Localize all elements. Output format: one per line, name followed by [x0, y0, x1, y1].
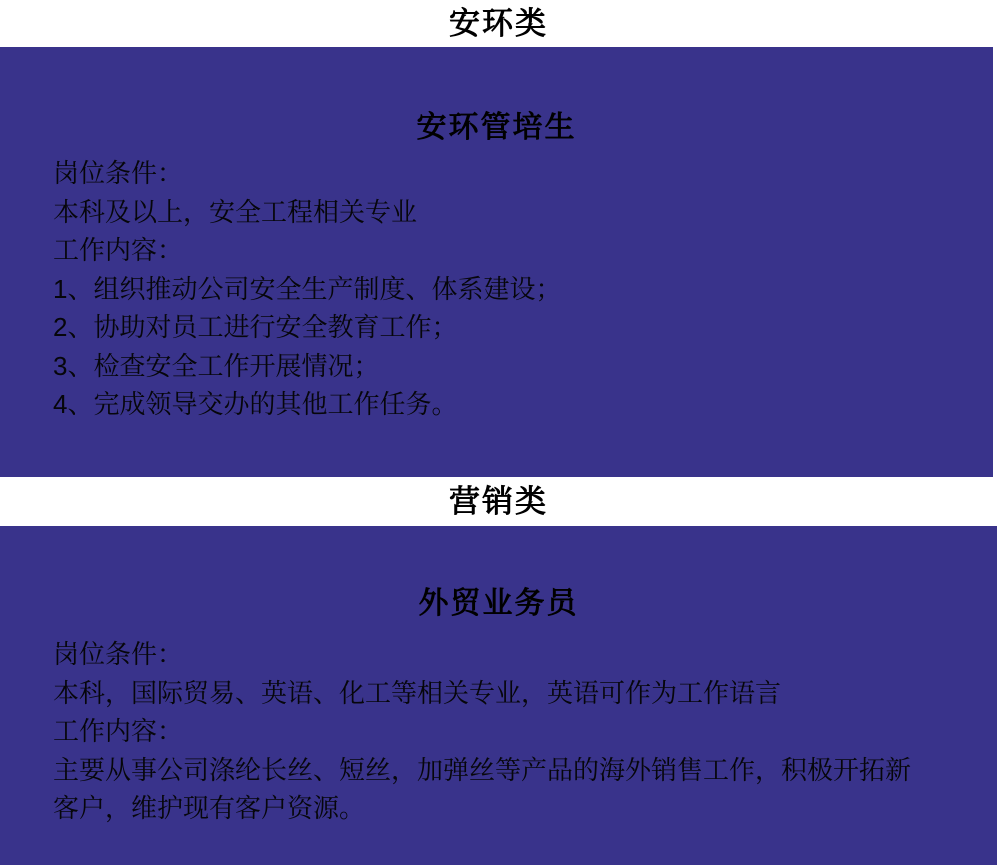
job-requirements-label: 岗位条件： [53, 639, 184, 669]
job-duties-text: 主要从事公司涤纶长丝、短丝，加弹丝等产品的海外销售工作，积极开拓新客户，维护现有客户资源。 [53, 754, 912, 823]
category-header-marketing [0, 477, 997, 526]
job-duty-item-4: 4、完成领导交办的其他工作任务。 [53, 389, 458, 419]
job-duty-item-3: 3、检查安全工作开展情况； [53, 350, 380, 381]
job-title-foreign-trade-sales: 外贸业务员 [418, 587, 579, 620]
job-duty-item-1: 1、组织推动公司安全生产制度、体系建设； [53, 273, 562, 304]
category-title-marketing: 营销类 [449, 484, 548, 519]
job-duties-label: 工作内容： [53, 716, 184, 746]
category-title-safety: 安环类 [449, 6, 548, 41]
job-requirements-text: 本科及以上，安全工程相关专业 [53, 196, 418, 227]
job-requirements-text: 本科，国际贸易、英语、化工等相关专业，英语可作为工作语言 [53, 677, 782, 708]
job-panel-marketing [0, 526, 997, 865]
job-duties-label: 工作内容： [53, 235, 184, 265]
job-requirements-label: 岗位条件： [53, 158, 184, 188]
job-duty-item-2: 2、协助对员工进行安全教育工作； [53, 312, 458, 342]
job-title-safety-trainee: 安环管培生 [416, 111, 577, 144]
job-description-safety [53, 154, 923, 424]
category-header-safety [0, 0, 997, 47]
job-description-marketing [53, 635, 927, 828]
job-panel-safety [0, 47, 993, 477]
